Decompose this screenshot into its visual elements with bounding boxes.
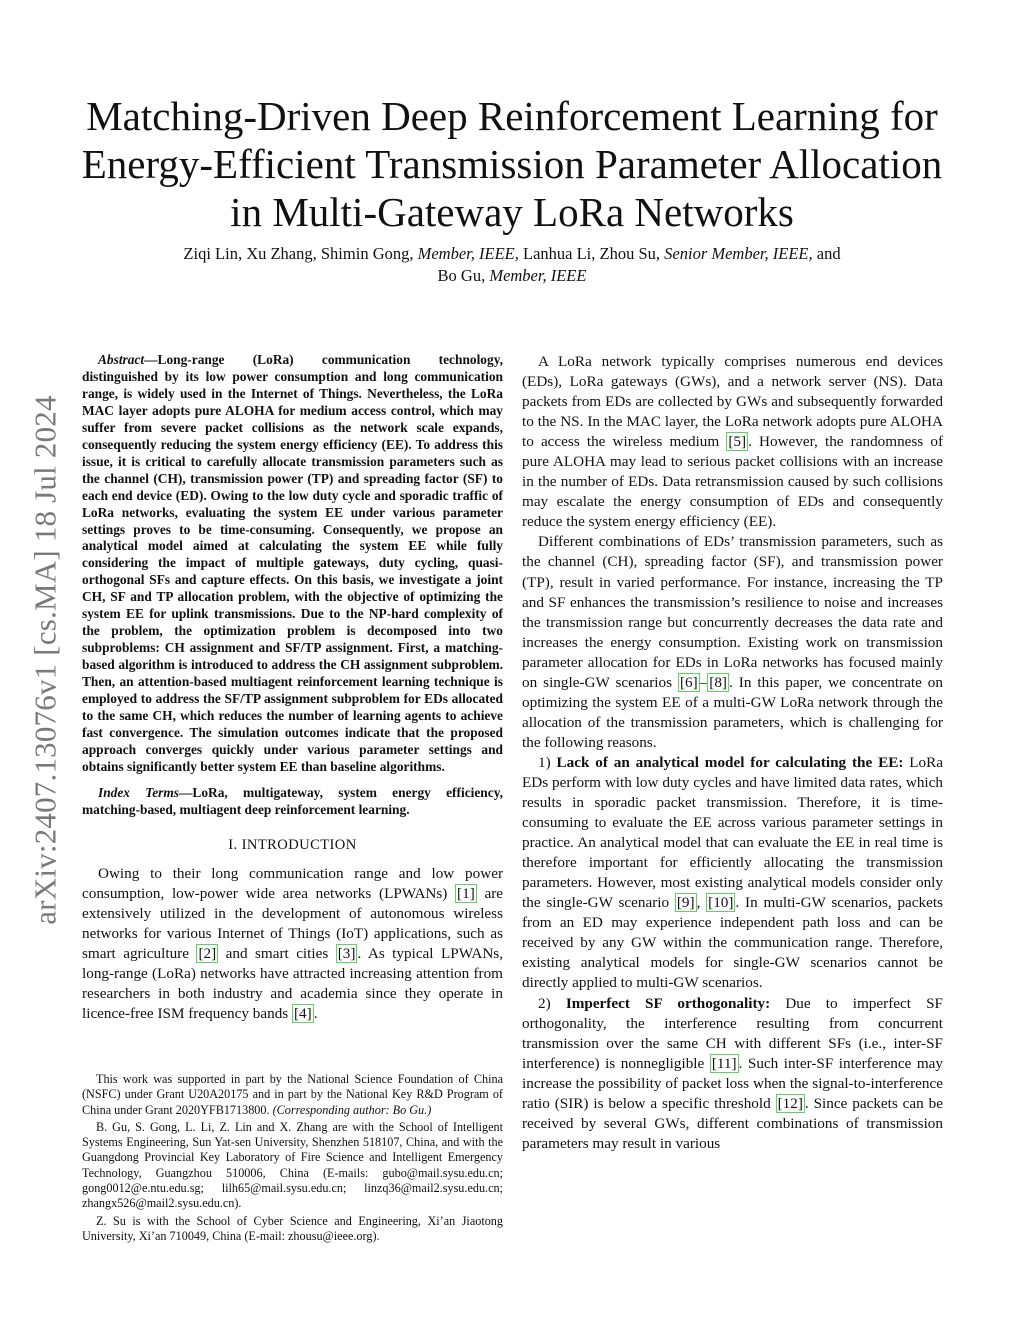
reason-1: 1) Lack of an analytical model for calculating the EE: LoRa EDs perform with low duty cycles and have limited data rates, which results in sporadic packet transmission. Therefore, it is time-consuming to evaluate the EE across various parameter settings in practice. An analytical model that can evaluate the EE in real time is therefore important for efficiently allocating the transmission parameters. However, most existing analytical models consider only the single-GW scenario [9] , [10] . In multi-GW scenarios, packets from an ED may experience independent path loss and can be received by any GW within the communication range. Therefore, existing analytical models for single-GW scenarios cannot be directly applied to multi-GW scenarios.	[522, 753, 943, 992]
author-list: Ziqi Lin, Xu Zhang, Shimin Gong, Member, IEEE, Lanhua Li, Zhou Su, Senior Member, IEEE, and Bo Gu, Member, IEEE	[183, 244, 841, 285]
reason-2: 2) Imperfect SF orthogonality: Due to imperfect SF orthogonality, the interference resulting from concurrent transmission over the same CH with different SFs (i.e., inter-SF interference) is nonnegligible [11] . Such inter-SF interference may increase the possibility of packet loss when the signal-to-interference ratio (SIR) is below a specific threshold [12] . Since packets can be received by several GWs, different combinations of transmission parameters may result in various	[522, 994, 943, 1152]
footnotes	[82, 1072, 503, 1246]
footnote-affiliation-2: Z. Su is with the School of Cyber Science and Engineering, Xi’an Jiaotong University, Xi’an 710049, China (E-mail: zhousu@ieee.org).	[82, 1213, 503, 1243]
citation-link[interactable]: [6]	[679, 673, 698, 691]
intro-paragraph-2: A LoRa network typically comprises numerous end devices (EDs), LoRa gateways (GWs), and a network server (NS). Data packets from EDs are collected by GWs and subsequently forwarded to the NS. In the MAC layer, the LoRa network adopts pure ALOHA to access the wireless medium [5] . However, the randomness of pure ALOHA may lead to serious packet collisions with an increase in the number of EDs. Data retransmission caused by such collisions may escalate the energy consumption of EDs and consequently reduce the system energy efficiency (EE).	[522, 353, 944, 531]
footnote-funding: This work was supported in part by the National Science Foundation of China (NSFC) under Grant U20A20175 and in part by the National Key R&D Program of China under Grant 2020YFB1713800. (Corresponding author: Bo Gu.)	[82, 1072, 503, 1117]
citation-link[interactable]: [4]	[294, 1005, 312, 1023]
citation-link[interactable]: [1]	[457, 884, 475, 902]
abstract: Abstract—Long-range (LoRa) communication technology, distinguished by its low power consumption and long communication range, is widely used in the Internet of Things. Nevertheless, the LoRa MAC layer adopts pure ALOHA for medium access control, which may suffer from severe packet collisions as the network scale expands, consequently reducing the system energy efficiency (EE). To address this issue, it is critical to carefully allocate transmission parameters such as the channel (CH), transmission power (TP) and spreading factor (SF) to each end device (ED). Owing to the low duty cycle and sporadic traffic of LoRa networks, evaluating the system EE under various parameter settings proves to be time-consuming. Consequently, we propose an analytical model aimed at calculating the system EE while fully considering the impact of multiple gateways, duty cycling, quasi-orthogonal SFs and capture effects. On this basis, we investigate a joint CH, SF and TP allocation problem, with the objective of optimizing the system EE for uplink transmissions. Due to the NP-hard complexity of the problem, the optimization problem is decomposed into two subproblems: CH assignment and SF/TP assignment. First, a matching-based algorithm is introduced to address the CH assignment subproblem. Then, an attention-based multiagent reinforcement learning technique is employed to address the SF/TP assignment subproblem for EDs allocated to the same CH, which reduces the number of learning agents to achieve fast convergence. The simulation outcomes indicate that the proposed approach converges quickly under various parameter settings and obtains significantly better system EE than baseline algorithms.	[82, 352, 503, 774]
footnote-affiliation-1: B. Gu, S. Gong, L. Li, Z. Lin and X. Zhang are with the School of Intelligent Systems Engineering, Sun Yat-sen University, Shenzhen 518107, China, and with the Guangdong Provincial Key Laboratory of Fire Science and Intelligent Emergency Technology, Guangzhou 510006, China (E-mails: gubo@mail.sysu.edu.cn; gong0012@e.ntu.edu.sg; lilh65@mail.sysu.edu.cn; linzq36@mail2.sysu.edu.cn; zhangx526@mail2.sysu.edu.cn).	[82, 1119, 503, 1211]
arxiv-id: arXiv:2407.13076v1 [cs.MA] 18 Jul 2024	[28, 395, 63, 925]
citation-link[interactable]: [10]	[708, 894, 734, 912]
right-column	[522, 352, 943, 1154]
citation-link[interactable]: [9]	[676, 894, 695, 912]
intro-paragraph-3: Different combinations of EDs’ transmission parameters, such as the channel (CH), spreading factor (SF), and transmission power (TP), result in varied performance. For instance, increasing the TP and SF enhances the transmission’s resilience to noise and increases the transmission range but concurrently decreases the data rate and increases the energy consumption. Existing work on transmission parameter allocation for EDs in LoRa networks has focused mainly on single-GW scenarios [6] – [8] . In this paper, we concentrate on optimizing the system EE of a multi-GW LoRa network through the allocation of the transmission parameters, which is challenging for the following reasons.	[522, 533, 943, 751]
citation-link[interactable]: [3]	[337, 944, 356, 962]
arxiv-watermark	[14, 350, 78, 970]
intro-paragraph-1: Owing to their long communication range and low power consumption, low-power wide area networks (LPWANs) [1] are extensively utilized in the development of autonomous wireless networks for various Internet of Things (IoT) applications, such as smart agriculture [2] and smart cities [3] . As typical LPWANs, long-range (LoRa) networks have attracted increasing attention from researchers in both industry and academia since they operate in licence-free ISM frequency bands [4] .	[82, 864, 503, 1023]
index-terms: Index Terms—LoRa, multigateway, system energy efficiency, matching-based, multiagent deep reinforcement learning.	[82, 784, 503, 817]
citation-link[interactable]: [5]	[728, 433, 747, 451]
citation-link[interactable]: [2]	[198, 944, 217, 962]
citation-link[interactable]: [8]	[709, 673, 727, 691]
paper-title: Matching-Driven Deep Reinforcement Learning for Energy-Efficient Transmission Parameter Allocation in Multi-Gateway LoRa Networks	[81, 93, 943, 235]
citation-link[interactable]: [12]	[777, 1094, 803, 1112]
citation-link[interactable]: [11]	[711, 1054, 737, 1072]
left-column	[82, 352, 503, 1024]
section-heading-introduction: I. INTRODUCTION	[228, 836, 357, 853]
